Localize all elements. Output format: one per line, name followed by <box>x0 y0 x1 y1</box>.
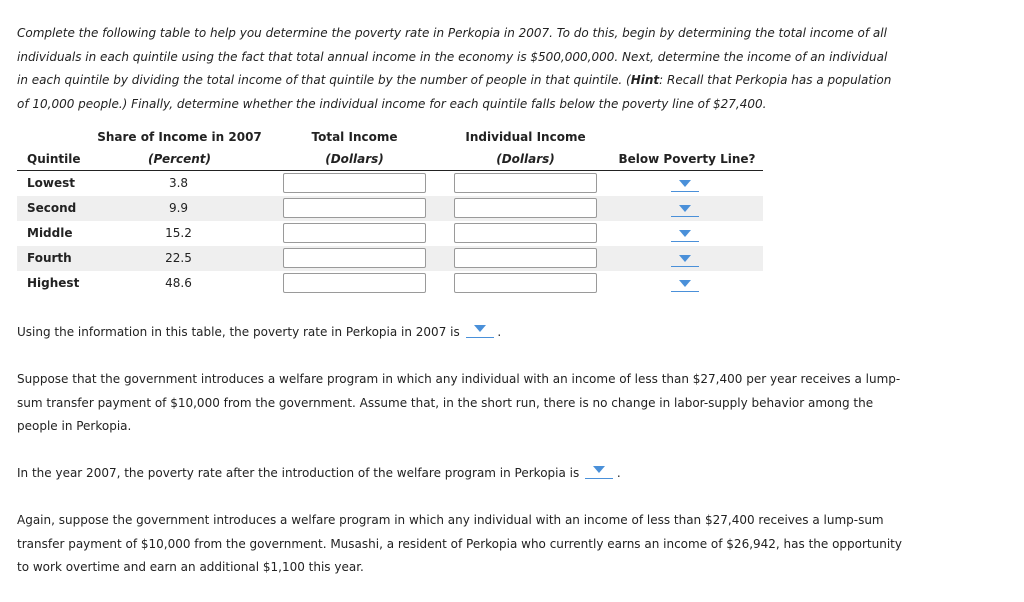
header-share-unit: (Percent) <box>147 152 212 166</box>
total-income-input-highest[interactable] <box>283 273 426 293</box>
dropdown-arrow-icon <box>679 255 691 262</box>
quintile-label: Second <box>27 201 77 215</box>
dropdown-arrow-icon <box>679 230 691 237</box>
header-quintile: Quintile <box>27 152 81 166</box>
dropdown-arrow-icon <box>474 325 486 332</box>
musashi-paragraph: Again, suppose the government introduces a welfare program in which any individual with an income of less than $27,400 receives a lump-sum transfer payment of $10,000 from the government. Musashi, a resident of Perkopia who currently earns an income of $26,942, has the opportunity to work overtime and earn an additional $1,100 this year. <box>17 513 902 574</box>
share-value: 3.8 <box>168 176 189 190</box>
share-value: 22.5 <box>165 251 192 265</box>
dropdown-arrow-icon <box>679 205 691 212</box>
instructions-paragraph <box>17 22 897 116</box>
individual-income-input-lowest[interactable] <box>454 173 597 193</box>
table-row-lowest <box>17 171 763 196</box>
individual-income-input-fourth[interactable] <box>454 248 597 268</box>
poverty-rate-question-text: Using the information in this table, the poverty rate in Perkopia in 2007 is <box>17 325 460 339</box>
instructions-text-1: Complete the following table to help you determine the poverty rate in Perkopia in 2007. To do this, begin by determining the total income of all individuals in each quintile using the fact that total annual income in the economy is $500,000,000. Next, determine the income of an individual in each quintile by dividing the total income of that quintile by the number of people in that quintile. ( <box>17 26 888 87</box>
instructions-text-2: : Recall that Perkopia has a population of 10,000 people.) Finally, determine whether the individual income for each quintile falls below the poverty line of $27,400. <box>17 73 892 111</box>
post-welfare-question-text: In the year 2007, the poverty rate after the introduction of the welfare program in Perkopia is <box>17 466 580 480</box>
post-welfare-poverty-dropdown[interactable] <box>585 465 613 479</box>
header-total-income: Total Income <box>311 130 398 144</box>
quintile-label: Highest <box>27 276 80 290</box>
below-poverty-dropdown-highest[interactable] <box>671 275 699 292</box>
below-poverty-dropdown-second[interactable] <box>671 200 699 217</box>
table-row-highest <box>17 271 763 296</box>
table-row-middle <box>17 221 763 246</box>
header-below-poverty: Below Poverty Line? <box>618 152 756 166</box>
quintile-label: Lowest <box>27 176 75 190</box>
individual-income-input-second[interactable] <box>454 198 597 218</box>
quintile-label: Middle <box>27 226 73 240</box>
total-income-input-fourth[interactable] <box>283 248 426 268</box>
poverty-rate-dropdown[interactable] <box>466 324 494 338</box>
header-individual-unit: (Dollars) <box>496 152 555 166</box>
sentence-end: . <box>616 466 621 480</box>
total-income-input-second[interactable] <box>283 198 426 218</box>
total-income-input-lowest[interactable] <box>283 173 426 193</box>
below-poverty-dropdown-middle[interactable] <box>671 225 699 242</box>
post-welfare-poverty-question <box>17 462 917 486</box>
table-row-second <box>17 196 763 221</box>
individual-income-input-middle[interactable] <box>454 223 597 243</box>
share-value: 48.6 <box>165 276 192 290</box>
individual-income-input-highest[interactable] <box>454 273 597 293</box>
table-row-fourth <box>17 246 763 271</box>
hint-label: Hint <box>630 73 660 87</box>
below-poverty-dropdown-fourth[interactable] <box>671 250 699 267</box>
welfare-program-paragraph: Suppose that the government introduces a welfare program in which any individual with an income of less than $27,400 per year receives a lump-sum transfer payment of $10,000 from the government. Assume that, in the short run, there is no change in labor-supply behavior among the people in Perkopia. <box>17 372 901 433</box>
quintile-label: Fourth <box>27 251 72 265</box>
poverty-rate-question <box>17 321 917 345</box>
header-share: Share of Income in 2007 <box>97 130 262 144</box>
dropdown-arrow-icon <box>679 280 691 287</box>
dropdown-arrow-icon <box>679 180 691 187</box>
share-value: 9.9 <box>168 201 189 215</box>
header-total-unit: (Dollars) <box>325 152 384 166</box>
total-income-input-middle[interactable] <box>283 223 426 243</box>
dropdown-arrow-icon <box>593 466 605 473</box>
header-individual-income: Individual Income <box>465 130 586 144</box>
share-value: 15.2 <box>165 226 192 240</box>
below-poverty-dropdown-lowest[interactable] <box>671 175 699 192</box>
sentence-end: . <box>497 325 502 339</box>
